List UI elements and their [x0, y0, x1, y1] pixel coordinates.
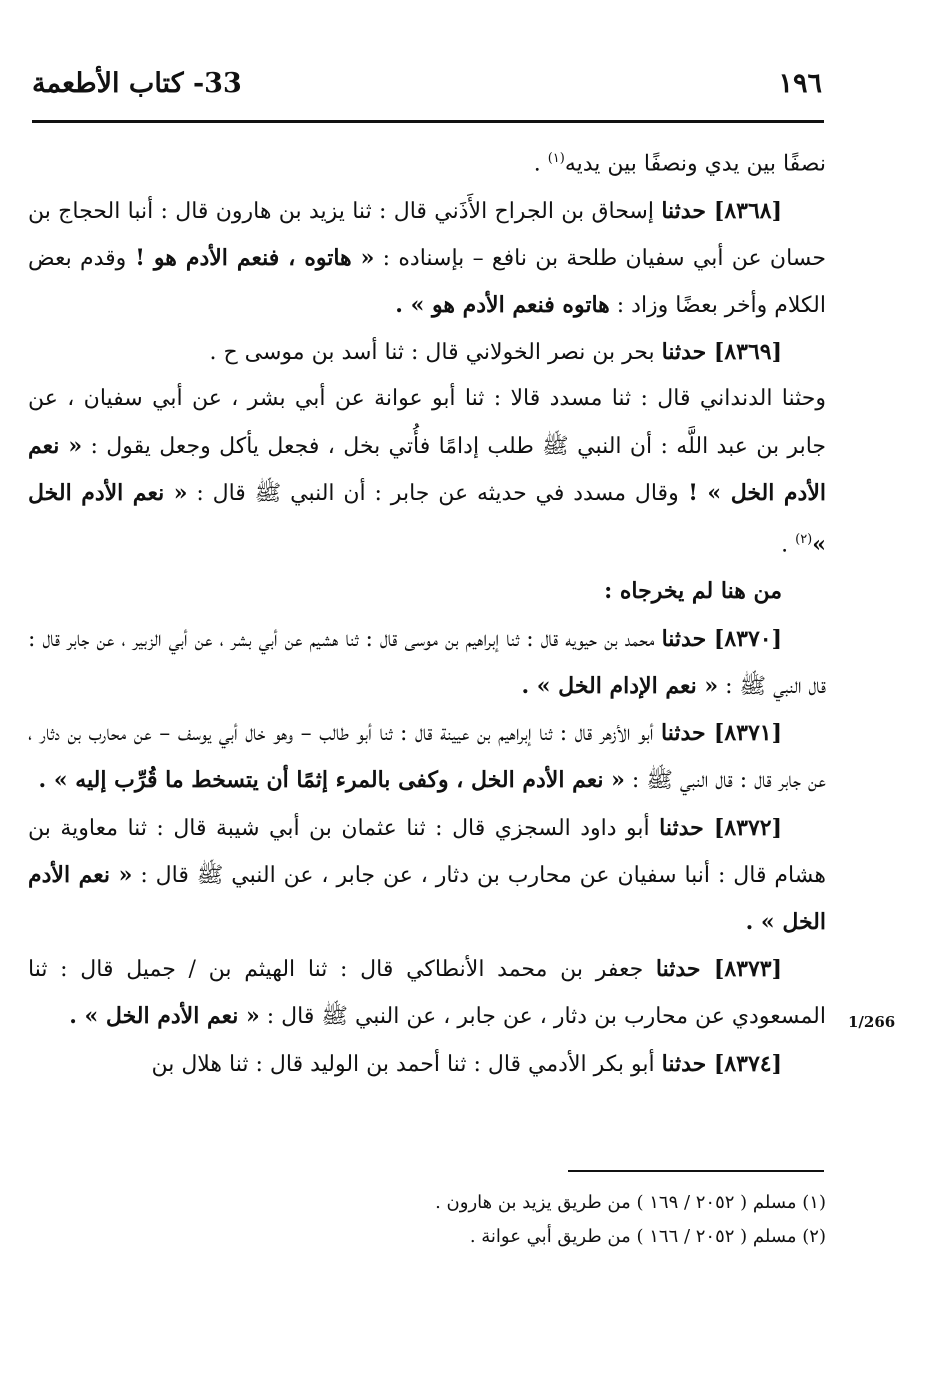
footnote-marker: (١)	[547, 151, 565, 166]
sub-heading	[28, 568, 826, 615]
hadith-paragraph	[28, 329, 826, 376]
hadith-paragraph	[28, 136, 826, 188]
paragraph-text: محمد بن حيويه قال : ثنا إبراهيم بن موسى قال : ثنا هشيم عن أبي بشر ، عن أبي الزبير ، عن جابر قال : قال النبي ﷺ :	[28, 626, 826, 699]
paragraph-text: أبو بكر الأدمي قال : ثنا أحمد بن الوليد قال : ثنا هلال بن	[151, 1051, 662, 1077]
hadith-paragraph	[28, 1041, 826, 1088]
bold-text: « نعم الأدم الخل » !	[28, 432, 826, 506]
paragraph-text: نصفًا بين يدي ونصفًا بين يديه	[564, 151, 826, 177]
bold-text: [٨٣٧١] حدثنا	[661, 720, 782, 747]
paragraph-text: .	[533, 151, 548, 177]
bold-text: « نعم الأدم الخل ، وكفى بالمرء إثمًا أن يتسخط ما قُرِّب إليه » .	[38, 767, 625, 794]
footnote: (٢) مسلم ( ٢٠٥٢ / ١٦٦ ) من طريق أبي عوانة .	[469, 1226, 826, 1247]
paragraph-text: أبو داود السجزي قال : ثنا عثمان بن أبي شيبة قال : ثنا معاوية بن هشام قال : أنبا سفيان عن محارب بن دثار ، عن جابر ، عن النبي ﷺ قال :	[28, 815, 826, 888]
footnotes	[28, 1186, 826, 1254]
bold-text: [٨٣٧٠] حدثنا	[661, 625, 782, 652]
bold-text: [٨٣٧٤] حدثنا	[661, 1050, 782, 1077]
hadith-paragraph	[28, 188, 826, 330]
chapter-title: 33- كتاب الأطعمة	[32, 68, 242, 99]
paragraph-text: .	[781, 532, 796, 558]
paragraph-text: إسحاق بن الجراح الأَذَني قال : ثنا يزيد بن هارون قال : أنبا الحجاج بن حسان عن أبي سفيان طلحة بن نافع – بإسناده :	[28, 198, 826, 271]
paragraph-text: وقال مسدد في حديثه عن جابر : أن النبي ﷺ قال :	[187, 480, 679, 506]
hadith-paragraph	[28, 616, 826, 710]
page-header	[32, 62, 822, 110]
page-number: ١٩٦	[778, 68, 822, 99]
paragraph-text: أبو الأزهر قال : ثنا إبراهيم بن عيينة قال : ثنا أبو طالب – وهو خال أبي يوسف – عن محارب بن دثار ، عن جابر قال : قال النبي ﷺ :	[28, 721, 826, 794]
bold-text: « نعم الأدم الخل »	[28, 479, 826, 558]
body-text	[28, 136, 826, 1088]
paragraph-text: وقدم بعض الكلام وأخر بعضًا وزاد :	[28, 245, 826, 318]
bold-text: « نعم الأدم الخل » .	[69, 1003, 260, 1030]
footnote-rule	[568, 1170, 824, 1172]
footnote-marker: (٢)	[795, 531, 813, 547]
bold-text: « نعم الإدام الخل » .	[521, 672, 719, 699]
paragraph-text: وحثنا الدنداني قال : ثنا مسدد قالا : ثنا أبو عوانة عن أبي بشر ، عن أبي سفيان ، عن جابر بن عبد اللَّه : أن النبي ﷺ طلب إدامًا فأُتي بخل ، فجعل يأكل وجعل يقول :	[28, 386, 826, 459]
hadith-paragraph	[28, 805, 826, 947]
header-rule	[32, 120, 824, 123]
bold-text: [٨٣٦٩] حدثنا	[661, 339, 782, 366]
paragraph-text: بحر بن نصر الخولاني قال : ثنا أسد بن موسى ح .	[209, 340, 662, 366]
bold-text: « هاتوه ، فنعم الأدم هو !	[126, 244, 375, 271]
bold-text: هاتوه فنعم الأدم هو » .	[395, 291, 610, 318]
footnote: (١) مسلم ( ٢٠٥٢ / ١٦٩ ) من طريق يزيد بن هارون .	[435, 1192, 826, 1213]
hadith-paragraph	[28, 710, 826, 804]
paragraph-text: جعفر بن محمد الأنطاكي قال : ثنا الهيثم بن / جميل قال : ثنا المسعودي عن محارب بن دثار ، عن جابر ، عن النبي ﷺ قال :	[28, 957, 826, 1030]
hadith-paragraph	[28, 946, 826, 1040]
bold-text: « نعم الأدم الخل » .	[28, 861, 826, 935]
margin-note: 1/266	[848, 1013, 896, 1031]
bold-text: [٨٣٦٨] حدثنا	[661, 197, 783, 224]
bold-text: [٨٣٧٢] حدثنا	[659, 814, 782, 841]
hadith-paragraph	[28, 376, 826, 568]
bold-text: [٨٣٧٣] حدثنا	[655, 956, 782, 983]
bold-text: من هنا لم يخرجاه :	[604, 578, 782, 605]
